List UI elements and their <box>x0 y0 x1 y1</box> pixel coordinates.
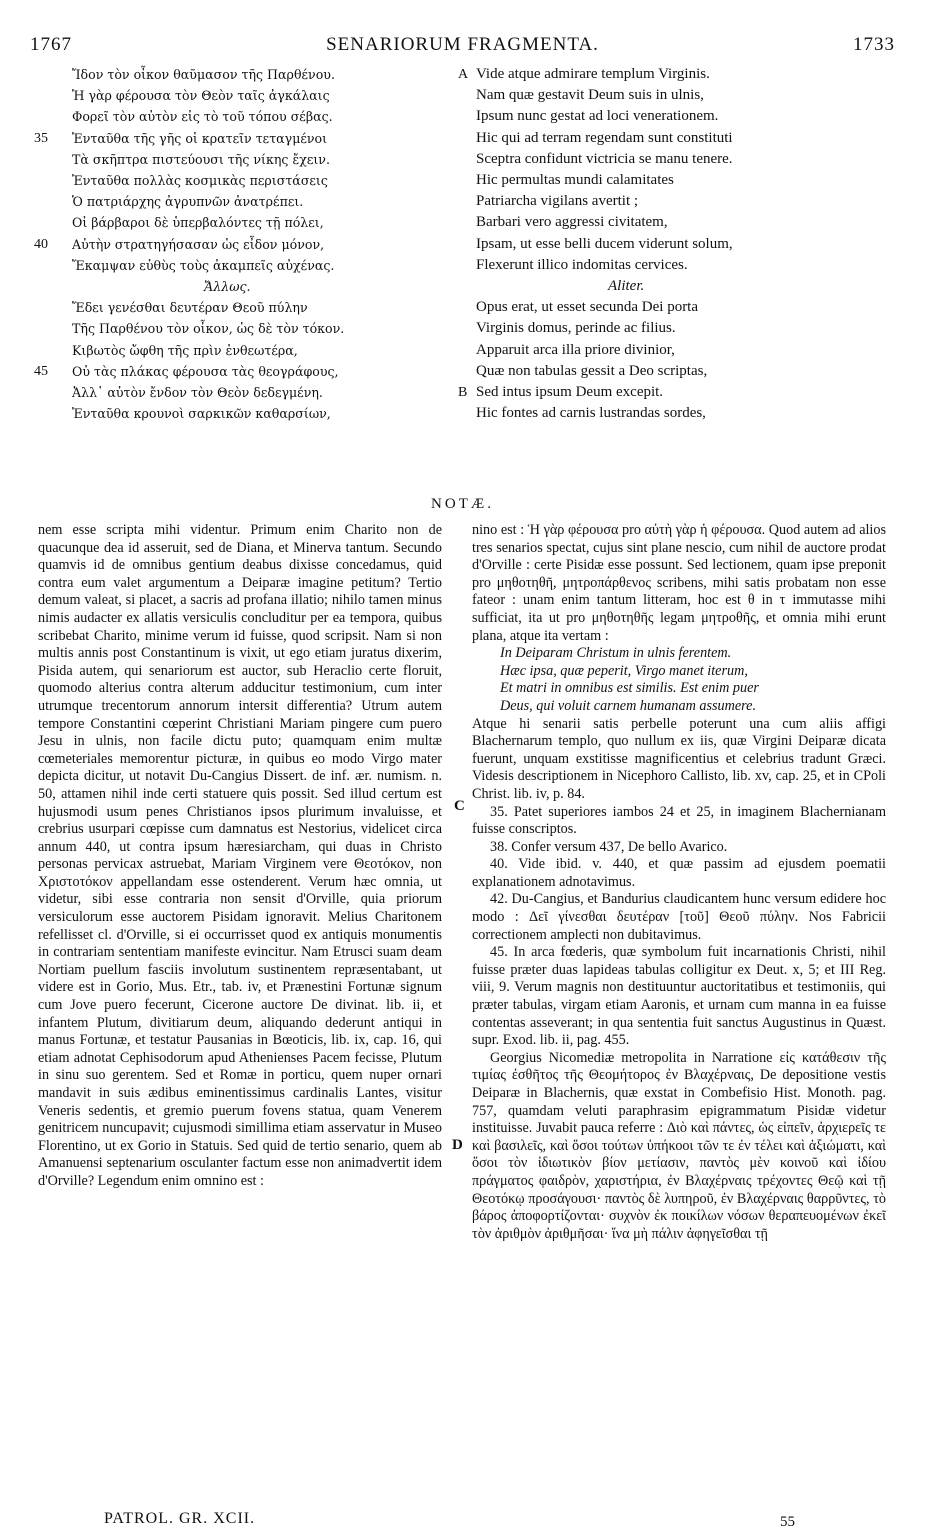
greek-verse-text: Φορεῖ τὸν αὐτὸν εἰς τὸ τοῦ τόπου σέβας. <box>72 109 333 125</box>
latin-verse-line <box>458 85 898 106</box>
greek-verse-line <box>34 85 454 106</box>
greek-verse-text: Ἐνταῦθα τῆς γῆς οἱ κρατεῖν τεταγμένοι <box>72 130 328 146</box>
verse-number: 35 <box>34 130 48 146</box>
greek-verse-line <box>34 212 454 233</box>
latin-verse-text: Barbari vero aggressi civitatem, <box>476 214 668 231</box>
greek-verse-line <box>34 149 454 170</box>
greek-verse-line <box>34 297 454 318</box>
greek-verse-text: Οἱ βάρβαροι δὲ ὑπερβαλόντες τῇ πόλει, <box>72 215 324 231</box>
notes-left-column <box>38 522 442 1191</box>
greek-verse-line <box>34 340 454 361</box>
greek-verse-line <box>34 318 454 339</box>
latin-verse-line <box>458 149 898 170</box>
note-poem-line: Deus, qui voluit carnem humanam assumere. <box>500 697 756 714</box>
latin-verse-text: Flexerunt illico indomitas cervices. <box>476 256 688 273</box>
greek-verse-text: Ὁ πατριάρχης ἀγρυπνῶν ἀνατρέπει. <box>72 194 304 210</box>
greek-verse-text: Τῆς Παρθένου τὸν οἶκον, ὡς δὲ τὸν τόκον. <box>72 321 345 337</box>
latin-verse-text: Opus erat, ut esset secunda Dei porta <box>476 299 699 316</box>
latin-verse-text: Hic qui ad terram regendam sunt constituti <box>476 129 733 146</box>
greek-verse-text: Αὐτὴν στρατηγήσασαν ὡς εἶδον μόνον, <box>72 236 325 252</box>
greek-verse-text: Ἔδει γενέσθαι δευτέραν Θεοῦ πύλην <box>72 300 308 316</box>
greek-verse-text: Ἡ γὰρ φέρουσα τὸν Θεὸν ταῖς ἀγκάλαις <box>72 88 330 104</box>
note-paragraph: nino est : Ἡ γὰρ φέρουσα pro αὐτὴ γὰρ ἡ φέρουσα. Quod autem ad alios tres senarios spectat, cujus sint plane nescio, cum nihil de auctore prodat d'Orville : certe Pisidæ esse possunt. Sed lectionem, quam ipse preponit pro μηθοτηθῆ, μητροπάρθενος scribens, mihi satis probatam non esse fateor : unam enim tantum litteram, hoc est θ in τ immutasse mihi sufficiat, ita ut pro μηθοτηθῆς legam μητροθῆς, et omnia mihi erunt plana, atque ita vertam : <box>472 522 886 644</box>
greek-verse-line <box>34 170 454 191</box>
latin-verse-line <box>458 255 898 276</box>
note-paragraph: nem esse scripta mihi videntur. Primum enim Charito non de quacunque dea id asseruit, sed de Diana, et Minerva tantum. Secundo quamvis id de omnibus gentium deabus dixisse concedamus, quid contra eum valet argumentum a Deiparæ imagine petitum? Tertio demum valeat, si placet, a sacris ad profana illatio; nihilo tamen minus nimis audacter ex allatis versiculis concluditur per ea tempora, quibus scribebat Charito, minime verum id fuisse, quod scripsit. Nam si non multis annis post Constantinum is vixit, ut ego etiam juratus dixerim, Pisida autem, qui senariorum est auctor, sub Heraclio certe floruit, quomodo alterius contra alterum adducitur testimonium, cum inter utrumque trecentorum annorum intersit differentia? Utrum autem tempore Constantini cœperint Christiani Mariam pingere cum puero Jesu in ulnis, non facile dictu puto; quamquam enim multæ cœmeteriales memorentur picturæ, in quibus eo modo Virgo mater depicta dicitur, ut notavit Du-Cangius Dissert. de inf. ær. numism. n. 50, attamen nihil inde certi statuere quis possit. Sed illud certum est hujusmodi usum penes Christianos ipsos plurimum invaluisse, et crebrius usurpari cœpisse cum damnatus est Nestorius, videlicet circa annum 440, ut contra ipsum hæresiarcham, qui duas in Christo personas pervicax astruebat, Mariam Virginem vere Θεοτόκον, non Χριστοτόκον appellandam esse ostenderent. Verum hæc omnia, ut videtur, sibi esse contraria non sensit d'Orville, quia priorum versiculorum esse auctorem Pisidam ignoravit. Melius Charitonem refellisset cl. d'Orville, si ei occurrisset quod ex antiquis monumentis in contrariam sententiam manifeste evincitur. Nam Etrusci suam deam Nortiam puellum fasciis involutum sustinentem repræsentabant, ut videre est in Gorio, Mus. Etr., tab. iv, et Prænestini Fortunæ signum cum Jove puero fecerunt, Cicerone auctore De divinat. lib. ii, et infantem Plutum, divitiarum deum, aliquando dederunt antiqui in manus Fortunæ, et testatur Pausanias in Bœoticis, lib. ix, cap. 16, qui etiam adnotat Cephisodorum apud Athenienses Pacem fecisse, Plutum in sinu suo gerentem. Sed et Romæ in porticu, quem nuper ornari mandavit in suis ædibus eminentissimus cardinalis Lantes, visitur Veneris sedentis, et gremio puerum fovens statua, quam Venerem genitricem nuncupavit; cujusmodi simillima etiam asservatur in Museo Florentino, ut ex Gorio in Statuis. Sed quid de tertio senario, quem ab Amanuensi septenarium osculanter factum esse non animadvertit idem d'Orville? Legendum enim omnino est : <box>38 522 442 1189</box>
notes-heading: NOTÆ. <box>431 496 494 512</box>
greek-verse-text: Ἀλλ᾽ αὐτὸν ἔνδον τὸν Θεὸν δεδεγμένη. <box>72 385 323 401</box>
latin-verse-text: Ipsam, ut esse belli ducem viderunt solum, <box>476 235 733 252</box>
latin-verse-line <box>458 191 898 212</box>
note-paragraph: 35. Patet superiores iambos 24 et 25, in imaginem Blachernianam fuisse conscriptos. <box>472 803 886 838</box>
latin-verse-text: Quæ non tabulas gessit a Deo scriptas, <box>476 362 708 379</box>
latin-verse-text: Apparuit arca illa priore divinior, <box>476 341 675 358</box>
latin-verse-text: Hic fontes ad carnis lustrandas sordes, <box>476 405 706 422</box>
latin-verse-text: Hic permultas mundi calamitates <box>476 172 674 189</box>
note-paragraph: 42. Du-Cangius, et Bandurius claudicantem hunc versum edidere hoc modo : Δεῖ γίνεσθαι δευτέραν [τοῦ] Θεοῦ πύλην. Nos Fabricii correctionem amplecti non dubitavimus. <box>472 891 886 943</box>
greek-verse-text: Ἐνταῦθα κρουνοὶ σαρκικῶν καθαρσίων, <box>72 406 331 422</box>
margin-letter: A <box>458 67 469 82</box>
latin-verse-line <box>458 403 898 424</box>
latin-verses <box>458 64 898 424</box>
footer-signature: 55 <box>780 1514 795 1530</box>
latin-verse-text: Sceptra confidunt victricia se manu tenere. <box>476 150 733 167</box>
greek-verse-line <box>34 382 454 403</box>
note-paragraph: Georgius Nicomediæ metropolita in Narratione εἰς κατάθεσιν τῆς τιμίας ἐσθῆτος τῆς Θεομήτορος ἐν Βλαχέρναις, De depositione vestis Deiparæ in Blachernis, quæ exstat in Combefisio Hist. Monoth. pag. 757, quamdam veluti paraphrasim epigrammatum Pisidæ videtur instituisse. Juvabit pauca referre : Διὸ καὶ πάντες, ὡς εἰπεῖν, ἀρχιερεῖς τε καὶ βασιλεῖς, καὶ ὅσοι τούτων ὑπήκοοι τῶν τε ἐν τέλει καὶ ἀξιώματι, καὶ ὅσοι τὸν ἰδιωτικὸν βίον μετίασιν, παντὸς μὲν κοινοῦ καὶ ἰδίου πράγματος φαιδρὸν, χαριστήρια, ἐν Βλαχέρναις τρέχοντες Θεῷ καὶ τῇ Θεοτόκῳ προσάγουσι· παντὸς δὲ λυπηροῦ, ἐν Βλαχέρναις θαρρῦντες, τὸ βάρος ἀποφορτίζονται· συχνὸν ἐκ ποικίλων νόσων θεραπευομένων ἐκεῖ τὸν ἀριθμὸν ἀριθμῆσαι· ἵνα μὴ πάλιν ἀφηγεῖσθαι τῇ <box>472 1049 886 1242</box>
greek-verse-text: Ἄλλως. <box>204 279 251 295</box>
verse-number: 40 <box>34 236 48 252</box>
margin-letter: B <box>458 385 468 401</box>
latin-verse-line <box>458 234 898 255</box>
latin-verse-line <box>458 382 898 403</box>
note-poem-line: Hæc ipsa, quæ peperit, Virgo manet iterum, <box>500 662 748 679</box>
latin-verse-text: Sed intus ipsum Deum excepit. <box>476 384 664 401</box>
latin-verse-line <box>458 340 898 361</box>
greek-verse-text: Ἔκαμψαν εὐθὺς τοὺς ἀκαμπεῖς αὐχένας. <box>72 257 335 273</box>
latin-verse-line <box>458 106 898 127</box>
greek-verse-line <box>34 403 454 424</box>
greek-verse-line <box>34 191 454 212</box>
margin-mark-d: D <box>452 1137 463 1153</box>
note-paragraph: Atque hi senarii satis perbelle poterunt una cum aliis affigi Blachernarum templo, quo nullum ex iis, quæ Virgini Deiparæ dicata fuerunt, unquam exstitisse magnificentius et celebrius tradunt Græci. Videsis descriptionem in Nicephoro Callisto, lib. xv, cap. 25, et in CPoli Christ. lib. iv, p. 84. <box>472 715 886 802</box>
footer-patrol: PATROL. GR. XCII. <box>104 1510 256 1527</box>
greek-verses <box>34 64 454 424</box>
greek-verse-text: Τὰ σκῆπτρα πιστεύουσι τῆς νίκης ἔχειν. <box>72 151 330 167</box>
latin-verse-line <box>458 64 898 85</box>
verse-number: 45 <box>34 363 48 379</box>
latin-verse-line <box>458 212 898 233</box>
page-header <box>30 34 895 58</box>
latin-verse-line <box>458 318 898 339</box>
note-poem-line: In Deiparam Christum in ulnis ferentem. <box>500 645 732 662</box>
greek-verse-text: Ἴδον τὸν οἶκον θαῦμασον τῆς Παρθένου. <box>72 67 335 82</box>
latin-verse-line <box>458 297 898 318</box>
left-column-number: 1767 <box>30 34 72 55</box>
greek-verse-line <box>34 255 454 276</box>
greek-verse-text: Ἐνταῦθα πολλὰς κοσμικὰς περιστάσεις <box>72 173 328 189</box>
running-title: SENARIORUM FRAGMENTA. <box>326 34 599 55</box>
greek-verse-line <box>34 234 454 255</box>
notes-right-column <box>472 522 886 1243</box>
note-paragraph: 40. Vide ibid. v. 440, et quæ passim ad ejusdem poematii explanationem adnotavimus. <box>472 856 886 890</box>
latin-verse-text: Virginis domus, perinde ac filius. <box>476 320 676 337</box>
greek-verse-line <box>34 64 454 85</box>
margin-mark-c: C <box>454 798 465 814</box>
latin-verse-line <box>458 276 898 297</box>
note-paragraph: 38. Confer versum 437, De bello Avarico. <box>490 838 728 855</box>
latin-verse-line <box>458 170 898 191</box>
note-poem-line: Et matri in omnibus est similis. Est enim puer <box>500 680 759 697</box>
latin-verse-text: Ipsum nunc gestat ad loci venerationem. <box>476 108 719 125</box>
latin-verse-text: Aliter. <box>608 278 645 295</box>
note-paragraph: 45. In arca fœderis, quæ symbolum fuit incarnationis Christi, nihil fuisse præter duas lapideas tabulas colligitur ex Deut. x, 5; et III Reg. viii, 9. Verum magnis non destituuntur auctoritatibus et testimoniis, qui præter tabulas, virgam etiam Aaronis, et urnam cum manna in ea fuisse contentas asseverant; in qua sententia fuit sanctus Augustinus in Quæst. supr. Exod. lib. ii, pag. 455. <box>472 944 886 1049</box>
greek-verse-line <box>34 361 454 382</box>
latin-verse-text: Vide atque admirare templum Virginis. <box>476 66 710 82</box>
greek-verse-line <box>34 128 454 149</box>
latin-verse-text: Patriarcha vigilans avertit ; <box>476 193 639 210</box>
right-column-number: 1733 <box>853 34 895 55</box>
latin-verse-line <box>458 361 898 382</box>
latin-verse-text: Nam quæ gestavit Deum suis in ulnis, <box>476 87 704 104</box>
greek-verse-line <box>34 276 454 297</box>
latin-verse-line <box>458 128 898 149</box>
greek-verse-text: Οὐ τὰς πλάκας φέρουσα τὰς θεογράφους, <box>72 363 339 379</box>
greek-verse-line <box>34 106 454 127</box>
greek-verse-text: Κιβωτὸς ὤφθη τῆς πρὶν ἐνθεωτέρα, <box>72 342 298 358</box>
